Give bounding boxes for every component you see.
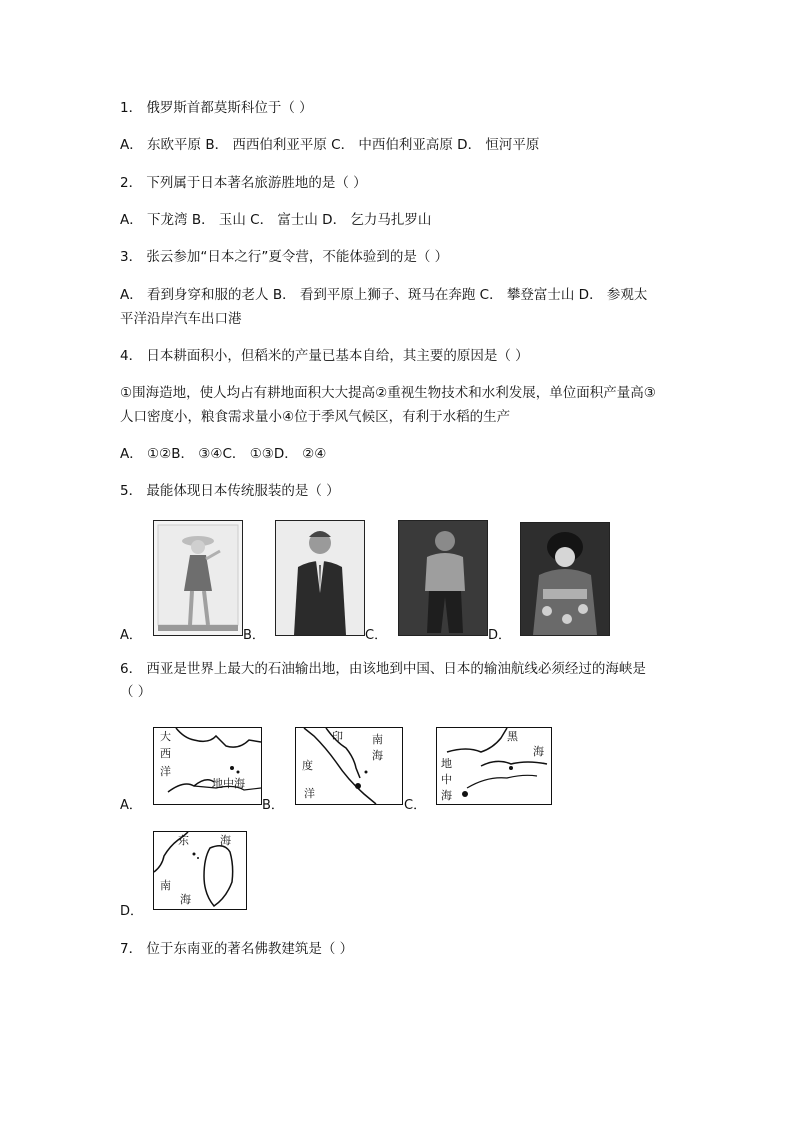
- turkish-straits-map: [436, 727, 552, 805]
- map-a-label-1: 大: [160, 730, 171, 743]
- question-2-options: A． 下龙湾 B． 玉山 C． 富士山 D． 乞力马扎罗山: [120, 212, 432, 228]
- map-c-label-3: 地: [441, 757, 452, 770]
- map-c-label-4: 中: [441, 773, 452, 786]
- man-in-casual-clothes-photo: [398, 520, 488, 636]
- taiwan-strait-map: [153, 831, 247, 910]
- question-7-stem: 7． 位于东南亚的著名佛教建筑是（ ）: [120, 941, 354, 957]
- map-c-label-5: 海: [441, 789, 452, 802]
- map-a-label-4: 地中海: [212, 777, 245, 790]
- question-3-options-line-2: 平洋沿岸汽车出口港: [120, 311, 242, 327]
- woman-in-dress-photo: [153, 520, 243, 636]
- map-d-label-3: 南: [160, 879, 171, 892]
- map-d-label-4: 海: [180, 893, 191, 906]
- map-b-label-2: 南: [372, 733, 383, 746]
- woman-in-kimono-photo: [520, 522, 610, 636]
- map-b-label-1: 印: [332, 730, 343, 743]
- question-5-option-d-label: D．: [488, 628, 512, 643]
- question-5-option-c-label: C．: [365, 628, 388, 643]
- question-3-options-line-1: A． 看到身穿和服的老人 B． 看到平原上狮子、斑马在奔跑 C． 攀登富士山 D． 参观太: [120, 287, 648, 303]
- question-6-option-b-label: B．: [262, 798, 284, 813]
- question-5-option-b-label: B．: [243, 628, 265, 643]
- map-d-label-1: 东: [178, 834, 189, 847]
- question-1-stem: 1． 俄罗斯首都莫斯科位于（ ）: [120, 100, 313, 116]
- man-in-suit-photo: [275, 520, 365, 636]
- gibraltar-strait-map: [153, 727, 262, 805]
- question-6-stem-line-1: 6． 西亚是世界上最大的石油输出地，由该地到中国、日本的输油航线必须经过的海峡是: [120, 661, 646, 677]
- malacca-strait-map: [295, 727, 403, 805]
- question-4-statements-line-1: ①围海造地，使人均占有耕地面积大大提高②重视生物技术和水利发展，单位面积产量高③: [120, 385, 656, 401]
- question-6-stem-line-2: （ ）: [120, 684, 152, 700]
- question-4-stem: 4． 日本耕面积小，但稻米的产量已基本自给，其主要的原因是（ ）: [120, 348, 529, 364]
- question-5-stem: 5． 最能体现日本传统服装的是（ ）: [120, 483, 340, 499]
- map-a-label-2: 西: [160, 747, 171, 760]
- map-b-label-4: 度: [302, 759, 313, 772]
- question-6-option-a-label: A．: [120, 798, 142, 813]
- map-a-label-3: 洋: [160, 765, 171, 778]
- map-d-label-2: 海: [220, 834, 231, 847]
- map-c-label-2: 海: [533, 745, 544, 758]
- map-c-label-1: 黑: [507, 730, 518, 743]
- map-b-label-3: 海: [372, 749, 383, 762]
- question-2-stem: 2． 下列属于日本著名旅游胜地的是（ ）: [120, 175, 367, 191]
- question-3-stem: 3． 张云参加“日本之行”夏令营，不能体验到的是（ ）: [120, 249, 449, 265]
- map-b-label-5: 洋: [304, 787, 315, 800]
- question-4-options: A． ①②B． ③④C． ①③D． ②④: [120, 446, 327, 462]
- question-6-option-c-label: C．: [404, 798, 427, 813]
- question-5-option-a-label: A．: [120, 628, 142, 643]
- question-4-statements-line-2: 人口密度小，粮食需求量小④位于季风气候区，有利于水稻的生产: [120, 409, 511, 425]
- question-6-option-d-label: D．: [120, 904, 144, 919]
- question-1-options: A． 东欧平原 B． 西西伯利亚平原 C． 中西伯利亚高原 D． 恒河平原: [120, 137, 540, 153]
